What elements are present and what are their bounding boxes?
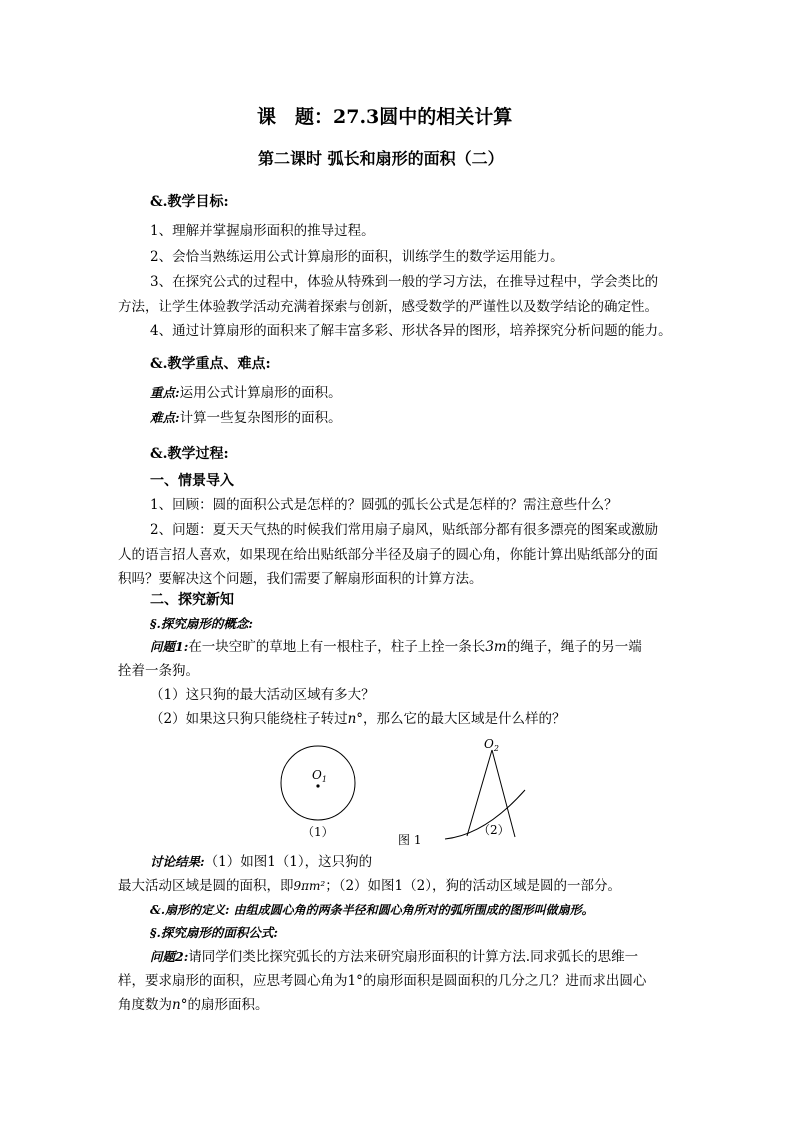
objective-item-3: 3、在探究公式的过程中，体验从特殊到一般的学习方法，在推导过程中，学会类比的 [150,274,659,290]
objectives-heading: &.教学目标: [150,194,229,210]
figure-label: 图 1 [398,833,422,847]
difficulty-label: 难点: [150,410,180,425]
keypoints-heading: &.教学重点、难点: [150,356,271,372]
problem2-line-1 [150,948,638,966]
section1-line-3: 人的语言招人喜欢，如果现在给出贴纸部分半径及扇子的圆心角，你能计算出贴纸部分的面 [118,547,658,563]
question-2-text-a: （2）如果这只狗只能绕柱子转过 [150,711,348,727]
question-2 [150,710,566,728]
discussion-line-2 [118,877,621,895]
problem2-line-3 [118,996,268,1014]
process-heading: &.教学过程: [150,446,229,462]
center-point-o1 [316,784,319,787]
discussion-line-1 [150,853,372,871]
problem2-line-2: 样，要求扇形的面积，应思考圆心角为1°的扇形面积是圆面积的几分之几？进而求出圆心 [118,973,647,989]
problem2-text-a: 请同学们类比探究弧长的方法来研究扇形面积的计算方法.同求弧长的思维一 [188,949,639,965]
problem2-text-c2: 的扇形面积。 [187,997,269,1013]
problem1-text-b: 的绳子，绳子的另一端 [506,639,642,655]
objective-item-4: 4、通过计算扇形的面积来了解丰富多彩、形状各异的图形，培养探究分析问题的能力。 [150,323,672,339]
problem2-text-c1: 角度数为 [118,997,172,1013]
discussion-text-b1: 最大活动区域是圆的面积，即 [118,878,294,894]
figure-caption-2: （2） [478,823,510,837]
discussion-math: 9πm² [293,879,326,893]
discussion-label: 讨论结果: [150,854,205,869]
concept-heading: §.探究扇形的概念: [150,616,254,631]
problem1-text-a: 在一块空旷的草地上有一根柱子，柱子上拴一条长 [188,639,486,655]
figure-caption-1: （1） [302,825,334,839]
page-subtitle: 第二课时 弧长和扇形的面积（二） [258,149,504,168]
problem2-label: 问题2: [150,949,189,964]
difficulty-text: 计算一些复杂图形的面积。 [179,410,342,426]
full-circle [281,746,355,820]
area-heading: §.探究扇形的面积公式: [150,925,279,940]
question-2-text-b: ，那么它的最大区域是什么样的？ [363,711,566,727]
objective-item-2: 2、会恰当熟练运用公式计算扇形的面积，训练学生的数学运用能力。 [150,249,564,265]
objective-item-1: 1、理解并掌握扇形面积的推导过程。 [150,223,375,239]
problem2-math: n° [172,997,188,1013]
page-title: 课 题：27.3圆中的相关计算 [257,106,513,128]
discussion-text-a: （1）如图1（1），这只狗的 [204,854,373,870]
label-o1: $O_1$ [312,768,327,784]
difficulty-line [150,409,342,427]
focus-text: 运用公式计算扇形的面积。 [179,385,342,401]
section1-title: 一、情景导入 [150,473,234,489]
section1-line-2: 2、问题：夏天天气热的时候我们常用扇子扇风，贴纸部分都有很多漂亮的图案或激励 [150,522,659,538]
discussion-text-b2: ；（2）如图1（2），狗的活动区域是圆的一部分。 [325,878,621,894]
label-o2: $O_2$ [484,737,499,753]
section2-title: 二、探究新知 [150,592,234,608]
problem1-label: 问题1: [150,639,189,654]
section1-line-1: 1、回顾：圆的面积公式是怎样的？圆弧的弧长公式是怎样的？需注意些什么？ [150,497,618,513]
problem1-line [150,638,642,656]
focus-line [150,384,342,402]
objective-item-3-cont: 方法，让学生体验教学活动充满着探索与创新，感受数学的严谨性以及数学结论的确定性。 [118,299,658,315]
problem1-math: 3m [485,639,507,655]
section1-line-4: 积吗？要解决这个问题，我们需要了解扇形面积的计算方法。 [118,571,483,587]
problem1-line-2: 拴着一条狗。 [118,663,199,679]
sector-definition: &.扇形的定义: 由组成圆心角的两条半径和圆心角所对的弧所围成的图形叫做扇形。 [150,903,594,917]
question-2-math: n° [347,711,364,727]
question-1: （1）这只狗的最大活动区域有多大？ [150,687,375,703]
focus-label: 重点: [150,385,180,400]
